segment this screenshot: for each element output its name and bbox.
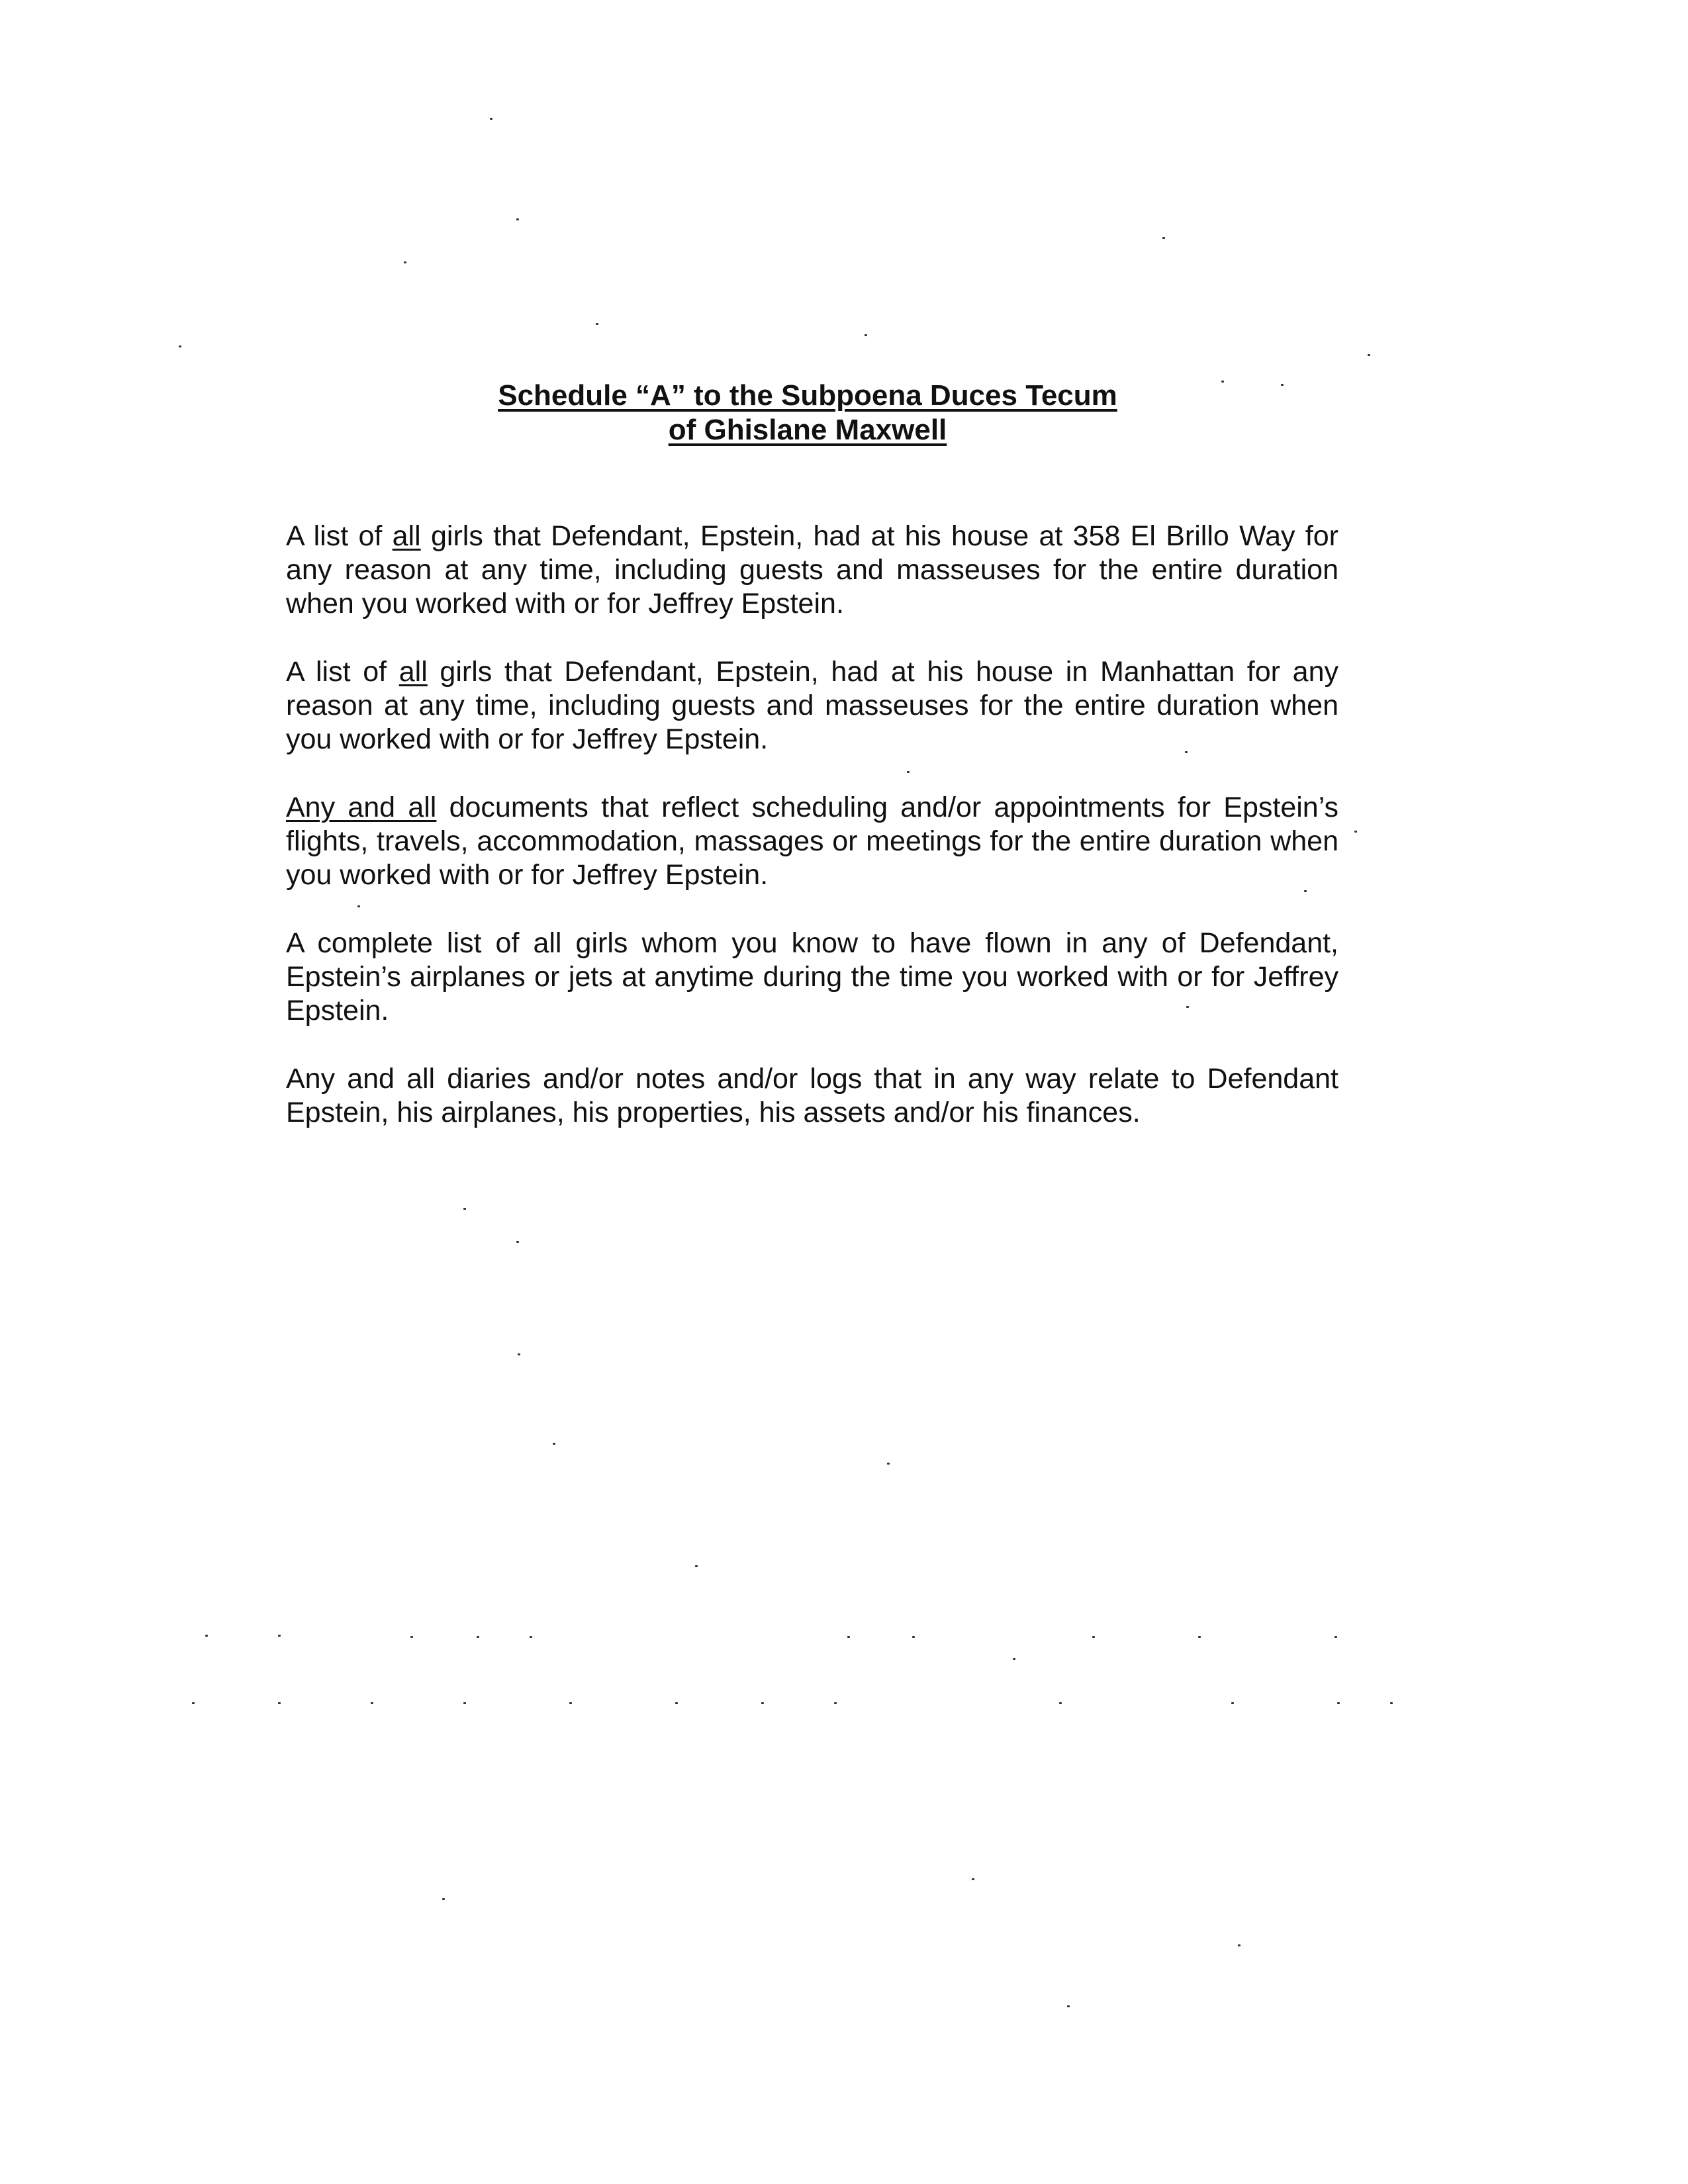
paragraph-1 — [286, 520, 1338, 621]
document-body — [286, 520, 1338, 1164]
scan-speck — [1162, 237, 1165, 239]
document-title — [0, 379, 1615, 447]
paragraph-lead: A list of — [286, 520, 393, 552]
scan-speck — [834, 1702, 837, 1704]
paragraph-text: girls that Defendant, Epstein, had at his house at 358 El Brillo Way for any reason at any time, including guests and masseuses for the entire duration when you worked with or for Jeffrey Epstein. — [286, 520, 1338, 619]
paragraph-text: Any and all diaries and/or notes and/or logs that in any way relate to Defendant Epstein, his airplanes, his properties, his assets and/or his finances. — [286, 1063, 1338, 1128]
scan-speck — [477, 1636, 479, 1638]
paragraph-3 — [286, 791, 1338, 892]
scan-speck — [865, 334, 867, 336]
scan-speck — [1013, 1658, 1015, 1660]
scan-speck — [1198, 1636, 1201, 1638]
scan-speck — [1335, 1636, 1337, 1638]
scan-speck — [1337, 1702, 1340, 1704]
scan-speck — [205, 1635, 208, 1637]
paragraph-2 — [286, 655, 1338, 756]
paragraph-text: girls that Defendant, Epstein, had at his house in Manhattan for any reason at any time, including guests and masseuses for the entire duration when you worked with or for Jeffrey Epstein. — [286, 656, 1338, 755]
scan-speck — [1092, 1636, 1095, 1638]
paragraph-emphasis: all — [392, 520, 421, 552]
scan-speck — [278, 1702, 281, 1704]
scan-speck — [972, 1878, 974, 1880]
scan-speck — [357, 905, 360, 907]
scan-speck — [404, 261, 406, 263]
scan-speck — [1304, 890, 1307, 892]
scan-speck — [516, 1241, 519, 1243]
scan-speck — [463, 1208, 466, 1210]
paragraph-emphasis: all — [399, 656, 428, 688]
paragraph-emphasis: Any and all — [286, 792, 437, 823]
scan-speck — [1368, 354, 1370, 356]
scan-speck — [192, 1702, 195, 1704]
scan-speck — [675, 1702, 678, 1704]
scan-speck — [1231, 1702, 1234, 1704]
paragraph-lead: A list of — [286, 656, 399, 688]
scan-speck — [1281, 384, 1284, 386]
scan-speck — [569, 1702, 572, 1704]
scan-speck — [1238, 1944, 1241, 1946]
title-line-1: Schedule “A” to the Subpoena Duces Tecum — [498, 379, 1117, 412]
scan-speck — [410, 1636, 413, 1638]
title-line-2: of Ghislane Maxwell — [668, 414, 947, 446]
scan-speck — [907, 771, 910, 773]
scan-speck — [1186, 1006, 1189, 1008]
scan-speck — [278, 1635, 281, 1637]
scan-speck — [847, 1636, 850, 1638]
paragraph-5 — [286, 1062, 1338, 1130]
scan-speck — [761, 1702, 764, 1704]
scan-speck — [516, 218, 519, 220]
scan-speck — [371, 1702, 373, 1704]
scan-speck — [179, 345, 181, 347]
paragraph-text: A complete list of all girls whom you know to have flown in any of Defendant, Epstein’s airplanes or jets at anytime during the time you worked with or for Jeffrey Epstein. — [286, 927, 1338, 1026]
scan-speck — [695, 1565, 698, 1567]
scan-speck — [887, 1463, 890, 1465]
scan-speck — [463, 1702, 466, 1704]
paragraph-text: documents that reflect scheduling and/or appointments for Epstein’s flights, travels, accommodation, massages or meetings for the entire duration when you worked with or for Jeffrey Epstein. — [286, 792, 1338, 891]
scan-speck — [1067, 2005, 1070, 2007]
scan-speck — [553, 1443, 555, 1445]
paragraph-4 — [286, 927, 1338, 1028]
scan-speck — [912, 1636, 915, 1638]
scan-speck — [1185, 751, 1188, 753]
scan-speck — [1059, 1702, 1062, 1704]
scan-speck — [442, 1898, 445, 1900]
scan-speck — [1354, 831, 1357, 833]
scan-speck — [1221, 381, 1224, 383]
scan-speck — [530, 1636, 532, 1638]
scan-speck — [596, 323, 598, 325]
scan-speck — [1390, 1702, 1393, 1704]
scan-speck — [518, 1353, 520, 1355]
scan-speck — [490, 118, 492, 120]
